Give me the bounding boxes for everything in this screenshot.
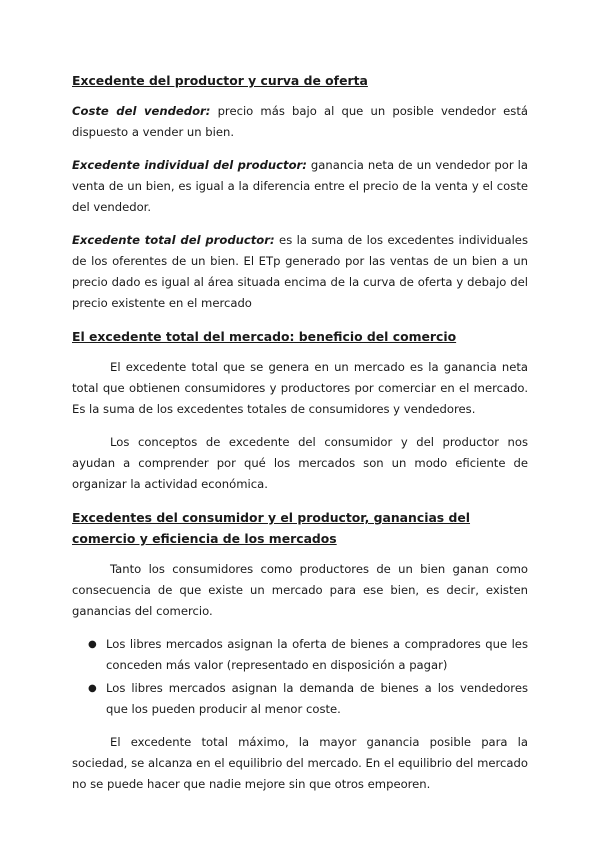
definition-excedente-total-productor: es la suma de los excedentes individuales de los oferentes de un bien. El ETp generado por las ventas de un bien a un precio dado es igual al área situada encima de la curva de oferta y debajo del precio existente en el mercado	[72, 233, 528, 310]
term-excedente-individual: Excedente individual del productor:	[72, 158, 307, 172]
paragraph-excedente-total: El excedente total que se genera en un mercado es la ganancia neta total que obtienen consumidores y productores por comerciar en el mercado. Es la suma de los excedentes totales de consumidores y vendedores.	[72, 360, 528, 416]
term-coste-vendedor: Coste del vendedor:	[72, 104, 211, 118]
paragraph-conceptos: Los conceptos de excedente del consumidor y del productor nos ayudan a comprender por qué los mercados son un modo eficiente de organizar la actividad económica.	[72, 435, 528, 491]
bullet-list	[72, 634, 528, 720]
bullet-icon: ●	[88, 639, 97, 650]
section-title-excedente-mercado: El excedente total del mercado: beneficio del comercio	[72, 329, 457, 344]
definition-coste-vendedor: precio más bajo al que un posible vendedor está dispuesto a vender un bien.	[72, 104, 528, 139]
paragraph-excedente-maximo: El excedente total máximo, la mayor ganancia posible para la sociedad, se alcanza en el equilibrio del mercado. En el equilibrio del mercado no se puede hacer que nadie mejore sin que otros empeoren.	[72, 735, 528, 791]
list-item	[88, 678, 528, 720]
paragraph-excedente-individual	[72, 155, 528, 218]
section-title-productor: Excedente del productor y curva de oferta	[72, 73, 368, 88]
bullet-icon: ●	[88, 683, 97, 694]
list-item	[88, 634, 528, 676]
list-item-text: Los libres mercados asignan la oferta de bienes a compradores que les conceden más valor (representado en disposición a pagar)	[106, 637, 528, 672]
paragraph-ganancias-comercio: Tanto los consumidores como productores de un bien ganan como consecuencia de que existe un mercado para ese bien, es decir, existen ganancias del comercio.	[72, 562, 528, 618]
list-item-text: Los libres mercados asignan la demanda de bienes a los vendedores que los pueden producir al menor coste.	[106, 681, 528, 716]
paragraph-coste-vendedor	[72, 101, 528, 143]
definition-excedente-individual: ganancia neta de un vendedor por la venta de un bien, es igual a la diferencia entre el precio de la venta y el coste del vendedor.	[72, 158, 528, 214]
term-excedente-total-productor: Excedente total del productor:	[72, 233, 275, 247]
section-title-eficiencia: Excedentes del consumidor y el productor, ganancias del comercio y eficiencia de los mercados	[72, 510, 471, 546]
paragraph-excedente-total-productor	[72, 230, 528, 314]
